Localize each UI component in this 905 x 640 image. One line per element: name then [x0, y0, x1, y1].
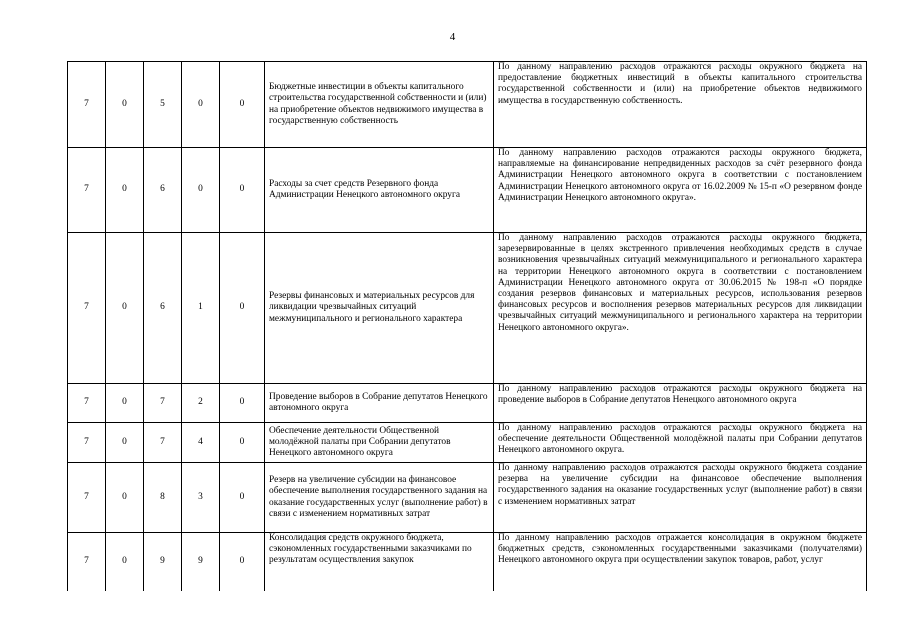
table-row	[68, 62, 867, 148]
code-digit: 7	[144, 384, 182, 423]
code-digit: 3	[182, 463, 220, 533]
expense-description: По данному направлению расходов отражается консолидация в окружном бюджете бюджетных средств, сэкономленных государственными заказчиками (получателями) Ненецкого автономного округа при осуществлении закупок товаров, работ, услуг	[494, 533, 867, 591]
table-row	[68, 533, 867, 591]
code-digit: 9	[144, 533, 182, 591]
code-digit: 8	[144, 463, 182, 533]
expense-description: По данному направлению расходов отражаются расходы окружного бюджета на проведение выборов в Собрание депутатов Ненецкого автономного округа	[494, 384, 867, 423]
code-digit: 0	[220, 233, 265, 384]
code-digit: 0	[106, 384, 144, 423]
code-digit: 4	[182, 423, 220, 463]
code-digit: 0	[220, 423, 265, 463]
expense-name: Резервы финансовых и материальных ресурсов для ликвидации чрезвычайных ситуаций межмуниципального и регионального характера	[265, 233, 494, 384]
code-digit: 0	[106, 423, 144, 463]
code-digit: 7	[68, 148, 106, 233]
expense-codes-table	[67, 61, 867, 591]
expense-name: Проведение выборов в Собрание депутатов Ненецкого автономного округа	[265, 384, 494, 423]
code-digit: 6	[144, 233, 182, 384]
expense-name: Консолидация средств окружного бюджета, сэкономленных государственными заказчиками по результатам осуществления закупок	[265, 533, 494, 591]
expense-description: По данному направлению расходов отражаются расходы окружного бюджета на обеспечение деятельности Общественной молодёжной палаты при Собрании депутатов Ненецкого автономного округа.	[494, 423, 867, 463]
expense-description: По данному направлению расходов отражаются расходы окружного бюджета создание резерва на увеличение субсидии на финансовое обеспечение выполнения государственного задания на оказание государственных услуг (выполнение работ) в связи с изменением нормативных затрат	[494, 463, 867, 533]
table-row	[68, 148, 867, 233]
expense-description: По данному направлению расходов отражаются расходы окружного бюджета, зарезервированные в целях экстренного привлечения необходимых средств в случае возникновения чрезвычайных ситуаций межмуниципального и регионального характера на территории Ненецкого автономного округа в соответствии с постановлением Администрации Ненецкого автономного округа от 30.06.2015 № 198-п «О порядке создания резервов финансовых и материальных ресурсов, использования резервов финансовых ресурсов и восполнения резервов материальных ресурсов для ликвидации чрезвычайных ситуаций межмуниципального и регионального характера на территории Ненецкого автономного округа».	[494, 233, 867, 384]
code-digit: 7	[68, 423, 106, 463]
code-digit: 7	[144, 423, 182, 463]
code-digit: 7	[68, 233, 106, 384]
code-digit: 0	[220, 463, 265, 533]
page-number: 4	[449, 31, 456, 43]
expense-name: Резерв на увеличение субсидии на финансовое обеспечение выполнения государственного задания на оказание государственных услуг (выполнение работ) в связи с изменением нормативных затрат	[265, 463, 494, 533]
code-digit: 0	[220, 533, 265, 591]
code-digit: 5	[144, 62, 182, 148]
code-digit: 0	[106, 463, 144, 533]
code-digit: 0	[220, 148, 265, 233]
code-digit: 0	[182, 62, 220, 148]
table-row	[68, 463, 867, 533]
table-row	[68, 233, 867, 384]
expense-description: По данному направлению расходов отражаются расходы окружного бюджета на предоставление бюджетных инвестиций в объекты капитального строительства государственной собственности и (или) на приобретение объектов недвижимого имущества в государственную собственность.	[494, 62, 867, 148]
table-row	[68, 423, 867, 463]
code-digit: 7	[68, 533, 106, 591]
expense-name: Бюджетные инвестиции в объекты капитального строительства государственной собственности и (или) на приобретение объектов недвижимого имущества в государственную собственность	[265, 62, 494, 148]
table-row	[68, 384, 867, 423]
expense-name: Расходы за счет средств Резервного фонда Администрации Ненецкого автономного округа	[265, 148, 494, 233]
code-digit: 9	[182, 533, 220, 591]
code-digit: 7	[68, 62, 106, 148]
code-digit: 0	[106, 233, 144, 384]
expense-name: Обеспечение деятельности Общественной молодёжной палаты при Собрании депутатов Ненецкого автономного округа	[265, 423, 494, 463]
code-digit: 7	[68, 463, 106, 533]
code-digit: 1	[182, 233, 220, 384]
code-digit: 0	[220, 384, 265, 423]
code-digit: 7	[68, 384, 106, 423]
code-digit: 0	[106, 62, 144, 148]
code-digit: 0	[220, 62, 265, 148]
expense-description: По данному направлению расходов отражаются расходы окружного бюджета, направляемые на финансирование непредвиденных расходов за счёт резервного фонда Администрации Ненецкого автономного округа в соответствии с постановлением Администрации Ненецкого автономного округа от 16.02.2009 № 15-п «О резервном фонде Администрации Ненецкого автономного округа».	[494, 148, 867, 233]
code-digit: 0	[182, 148, 220, 233]
code-digit: 6	[144, 148, 182, 233]
code-digit: 0	[106, 148, 144, 233]
code-digit: 0	[106, 533, 144, 591]
code-digit: 2	[182, 384, 220, 423]
